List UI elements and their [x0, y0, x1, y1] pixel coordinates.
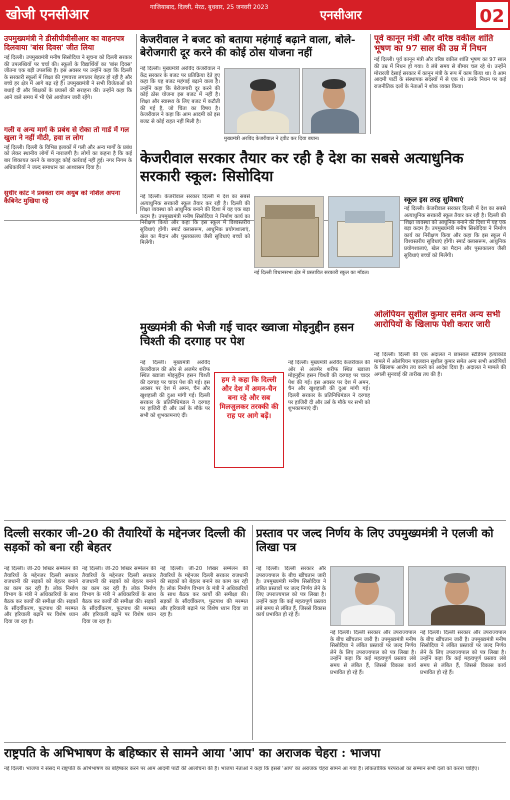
- story-body: नई दिल्ली। दिल्ली सरकार और उपराज्यपाल के बीच खींचतान जारी है। उपमुख्यमंत्री मनीष सिसोदिया ने लंबित प्रस्तावों पर जल्द निर्णय लेने के लिए उपराज्यपाल को पत्र लिखा है। उन्होंने कहा कि कई महत्वपूर्ण प्रस्ताव लंबे समय से लंबित हैं, जिससे विकास कार्य प्रभावित हो रहे हैं।: [420, 630, 506, 676]
- story-headline[interactable]: पूर्व कानून मंत्री और वरिष्ठ वकील शांति भूषण का 97 साल की उम्र में निधन: [374, 34, 494, 55]
- photo-caption: मुख्यमंत्री अरविंद केजरीवाल ने ट्वीट कर दिया बयान।: [224, 136, 320, 142]
- column-divider: [252, 525, 253, 740]
- sisodia-photo: [330, 566, 404, 626]
- dateline: गाजियाबाद, दिल्ली, मेरठ, बुधवार, 25 जनवरी 2023: [150, 4, 269, 11]
- story-9-headline-box: [256, 526, 506, 562]
- story-body: नई दिल्ली। उपमुख्यमंत्री मनीष सिसोदिया ने सूचना को दिल्ली सरकार की उपलब्धियों पर चर्चा की। स्कूलों के विद्यार्थियों का 'बांस दिवस' जीतना एक बड़ी उपलब्धि है। इस अवसर पर उन्होंने कहा कि दिल्ली के सरकारी स्कूलों में शिक्षा की गुणवत्ता लगातार बेहतर हो रही है और बच्चे हर क्षेत्र में आगे बढ़ रहे हैं। उपमुख्यमंत्री ने सभी विजेताओं को बधाई दी और शिक्षकों के प्रयासों की सराहना की। उन्होंने कहा कि आने वाले समय में भी ऐसे आयोजन जारी रहेंगे।: [4, 55, 132, 101]
- story-body: नई दिल्ली। मुख्यमंत्री अरविंद केजरीवाल की ओर से अजमेर शरीफ स्थित ख्वाजा मोइनुद्दीन हसन चिश्ती की दरगाह पर चादर पेश की गई। इस अवसर पर देश में अमन, चैन और खुशहाली की दुआ मांगी गई। दिल्ली सरकार के प्रतिनिधिमंडल ने दरगाह पर हाजिरी दी और उर्स के मौके पर सभी को शुभकामनाएं दीं।: [140, 360, 210, 419]
- story-7-headline-box: [374, 310, 506, 350]
- story-body: नई दिल्ली। मुख्यमंत्री अरविंद केजरीवाल की ओर से अजमेर शरीफ स्थित ख्वाजा मोइनुद्दीन हसन चिश्ती की दरगाह पर चादर पेश की गई। इस अवसर पर देश में अमन, चैन और खुशहाली की दुआ मांगी गई। दिल्ली सरकार के प्रतिनिधिमंडल ने दरगाह पर हाजिरी दी और उर्स के मौके पर सभी को शुभकामनाएं दीं।: [288, 360, 370, 413]
- budget-photo: [302, 68, 366, 134]
- story-body: नई दिल्ली। मुख्यमंत्री अरविंद केजरीवाल ने केंद्र सरकार के बजट पर प्रतिक्रिया देते हुए कहा कि यह बजट महंगाई बढ़ाने वाला है। उन्होंने कहा कि बेरोजगारी दूर करने की कोई ठोस योजना इस बजट में नहीं है। शिक्षा और स्वास्थ्य के लिए बजट में कटौती की गई है, जो चिंता का विषय है। केजरीवाल ने कहा कि आम आदमी को इस बजट से कोई राहत नहीं मिली है।: [140, 66, 220, 125]
- story-body: नई दिल्ली। जी-20 शिखर सम्मेलन की तैयारियों के मद्देनजर दिल्ली सरकार राजधानी की सड़कों को बेहतर बनाने का काम कर रही है। लोक निर्माण विभाग के मंत्री ने अधिकारियों के साथ बैठक कर कार्यों की समीक्षा की। सड़कों के सौंदर्यीकरण, फुटपाथ की मरम्मत और हरियाली बढ़ाने पर विशेष ध्यान दिया जा रहा है।: [4, 566, 78, 625]
- story-headline[interactable]: मुख्यमंत्री की भेजी गई चादर ख्वाजा मोइनुद्दीन हसन चिश्ती की दरगाह पर पेश: [140, 320, 354, 348]
- column-divider: [370, 34, 371, 134]
- story-body: नई दिल्ली। दिल्ली सरकार और उपराज्यपाल के बीच खींचतान जारी है। उपमुख्यमंत्री मनीष सिसोदिया ने लंबित प्रस्तावों पर जल्द निर्णय लेने के लिए उपराज्यपाल को पत्र लिखा है। उन्होंने कहा कि कई महत्वपूर्ण प्रस्ताव लंबे समय से लंबित हैं, जिससे विकास कार्य प्रभावित हो रहे हैं।: [256, 566, 326, 619]
- story-headline[interactable]: ओलंपियन सुशील कुमार समेत अन्य सभी आरोपियों के खिलाफ पेशी करार जारी: [374, 310, 501, 331]
- story-body: नई दिल्ली। केजरीवाल सरकार दिल्ली में देश का सबसे अत्याधुनिक सरकारी स्कूल तैयार कर रही है। दिल्ली की शिक्षा व्यवस्था को आधुनिक बनाने की दिशा में यह एक बड़ा कदम है। उपमुख्यमंत्री मनीष सिसोदिया ने निर्माण कार्य का निरीक्षण किया और कहा कि इस स्कूल में विश्वस्तरीय सुविधाएं होंगी। स्मार्ट क्लासरूम, आधुनिक प्रयोगशालाएं, खेल का मैदान और पुस्तकालय जैसी सुविधाएं बच्चों को मिलेंगी।: [404, 206, 506, 259]
- lg-photo: [408, 566, 506, 626]
- story-headline[interactable]: गली व अन्य मार्ग के प्रबंध से रोका तो गार्ड में गल खुला ने नहीं मीठी, हवा ल लोग: [4, 126, 130, 143]
- section-title: एनसीआर: [320, 8, 362, 22]
- section-divider: [4, 742, 506, 743]
- pull-quote: हम ने कहा कि दिल्ली और देश में अमन-चैन बना रहे और सब मिलजुलकर तरक्की की राह पर आगे बढ़ें।: [214, 372, 284, 468]
- story-8-headline-box: [4, 526, 248, 562]
- story-body: नई दिल्ली। भाजपा ने संसद में राष्ट्रपति के अभिभाषण का बहिष्कार करने पर आम आदमी पार्टी की आलोचना की है। भाजपा नेताओं ने कहा कि इससे 'आप' का अराजक चेहरा सामने आ गया है। लोकतांत्रिक परंपराओं का सम्मान सभी दलों को करना चाहिए।: [4, 766, 480, 772]
- story-headline[interactable]: दिल्ली सरकार जी-20 की तैयारियों के मद्देनजर दिल्ली की सड़कों को बना रही बेहतर: [4, 526, 246, 554]
- story-9-body: [256, 566, 326, 738]
- story-5: [374, 34, 506, 134]
- story-9-body-2: [330, 630, 416, 738]
- story-8-body-2: [82, 566, 156, 738]
- brand-name: खोजी एनसीआर: [6, 7, 89, 23]
- school-model-photo: [328, 196, 400, 268]
- story-3: [4, 190, 132, 218]
- lead-subhead: स्कूल इस तरह सुविधाएं: [404, 196, 464, 204]
- story-body: नई दिल्ली। पूर्व कानून मंत्री और वरिष्ठ वकील शांति भूषण का 97 साल की उम्र में निधन हो गया। वे लंबे समय से बीमार चल रहे थे। उन्होंने मोरारजी देसाई सरकार में कानून मंत्री के रूप में काम किया था। वे आम आदमी पार्टी के संस्थापक सदस्यों में से एक थे। उनके निधन पर कई राजनीतिक दलों के नेताओं ने शोक व्यक्त किया।: [374, 57, 506, 90]
- story-10-body: [4, 766, 506, 798]
- school-photo: [254, 196, 324, 268]
- story-8-body: [4, 566, 78, 738]
- story-6-body: [140, 360, 210, 516]
- story-body: नई दिल्ली। केजरीवाल सरकार दिल्ली में देश का सबसे अत्याधुनिक सरकारी स्कूल तैयार कर रही है। दिल्ली की शिक्षा व्यवस्था को आधुनिक बनाने की दिशा में यह एक बड़ा कदम है। उपमुख्यमंत्री मनीष सिसोदिया ने निर्माण कार्य का निरीक्षण किया और कहा कि इस स्कूल में विश्वस्तरीय सुविधाएं होंगी। स्मार्ट क्लासरूम, आधुनिक प्रयोगशालाएं, खेल का मैदान और पुस्तकालय जैसी सुविधाएं बच्चों को मिलेंगी।: [140, 194, 250, 247]
- story-6-body-2: [288, 360, 370, 516]
- story-1: [4, 34, 132, 124]
- story-headline[interactable]: प्रस्ताव पर जल्द निर्णय के लिए उपमुख्यमंत्री ने एलजी को लिखा पत्र: [256, 526, 494, 554]
- story-10-headline-box: [4, 746, 506, 764]
- story-body: नई दिल्ली। जी-20 शिखर सम्मेलन की तैयारियों के मद्देनजर दिल्ली सरकार राजधानी की सड़कों को बेहतर बनाने का काम कर रही है। लोक निर्माण विभाग के मंत्री ने अधिकारियों के साथ बैठक कर कार्यों की समीक्षा की। सड़कों के सौंदर्यीकरण, फुटपाथ की मरम्मत और हरियाली बढ़ाने पर विशेष ध्यान दिया जा रहा है।: [82, 566, 156, 625]
- story-2: [4, 126, 132, 188]
- story-headline[interactable]: राष्ट्रपति के अभिभाषण के बहिष्कार से सामने आया 'आप' का अराजक चेहरा : भाजपा: [4, 746, 381, 760]
- section-divider: [4, 520, 506, 521]
- story-8-body-3: [160, 566, 248, 738]
- story-4-headline-box: [140, 34, 366, 64]
- story-headline[interactable]: उपमुख्यमंत्री ने डीसीपीवीसीआर का वाहनपत्र दिलवाया 'बांस दिवस' जीत लिया: [4, 34, 125, 52]
- story-6-headline-box: [140, 320, 370, 356]
- story-body: नई दिल्ली। दिल्ली सरकार और उपराज्यपाल के बीच खींचतान जारी है। उपमुख्यमंत्री मनीष सिसोदिया ने लंबित प्रस्तावों पर जल्द निर्णय लेने के लिए उपराज्यपाल को पत्र लिखा है। उन्होंने कहा कि कई महत्वपूर्ण प्रस्ताव लंबे समय से लंबित हैं, जिससे विकास कार्य प्रभावित हो रहे हैं।: [330, 630, 416, 676]
- kejriwal-photo: [224, 68, 300, 134]
- story-7-body: [374, 352, 506, 516]
- photo-caption: नई दिल्ली विधानसभा क्षेत्र में प्रस्तावित सरकारी स्कूल का मॉडल।: [254, 270, 370, 276]
- masthead-bar: [0, 0, 510, 30]
- lead-body: [140, 194, 250, 302]
- story-body: नई दिल्ली। दिल्ली की एक अदालत ने छत्रसाल स्टेडियम हत्याकांड मामले में ओलंपियन पहलवान सुशील कुमार समेत अन्य सभी आरोपियों के खिलाफ आरोप तय करने का आदेश दिया है। अदालत ने मामले की अगली सुनवाई की तारीख तय की है।: [374, 352, 506, 378]
- story-body: नई दिल्ली। दिल्ली के विभिन्न इलाकों में गली और अन्य मार्गों के प्रबंध को लेकर स्थानीय लोगों में नाराजगी है। लोगों का कहना है कि कई बार शिकायत करने के बावजूद कोई कार्रवाई नहीं हुई। नगर निगम के अधिकारियों ने जल्द समाधान का आश्वासन दिया है।: [4, 144, 132, 171]
- column-divider: [136, 34, 137, 214]
- lead-headline[interactable]: केजरीवाल सरकार तैयार कर रही है देश का सबसे अत्याधुनिक सरकारी स्कूल: सिसोदिया: [140, 150, 464, 185]
- lead-continued: [404, 196, 506, 306]
- story-headline[interactable]: सुधीर कांट ने प्रवक्ता राम अयुब को नशिल अपना कैबिनेट मुखिया रहे: [4, 190, 121, 205]
- story-headline[interactable]: केजरीवाल ने बजट को बताया महंगाई बढ़ाने वाला, बोले- बेरोजगारी दूर करने की कोई ठोस योजना नहीं: [140, 34, 356, 59]
- lead-headline-box: [140, 150, 506, 190]
- story-9-body-3: [420, 630, 506, 738]
- page-number: 02: [474, 0, 510, 30]
- story-body: नई दिल्ली। जी-20 शिखर सम्मेलन की तैयारियों के मद्देनजर दिल्ली सरकार राजधानी की सड़कों को बेहतर बनाने का काम कर रही है। लोक निर्माण विभाग के मंत्री ने अधिकारियों के साथ बैठक कर कार्यों की समीक्षा की। सड़कों के सौंदर्यीकरण, फुटपाथ की मरम्मत और हरियाली बढ़ाने पर विशेष ध्यान दिया जा रहा है।: [160, 566, 248, 619]
